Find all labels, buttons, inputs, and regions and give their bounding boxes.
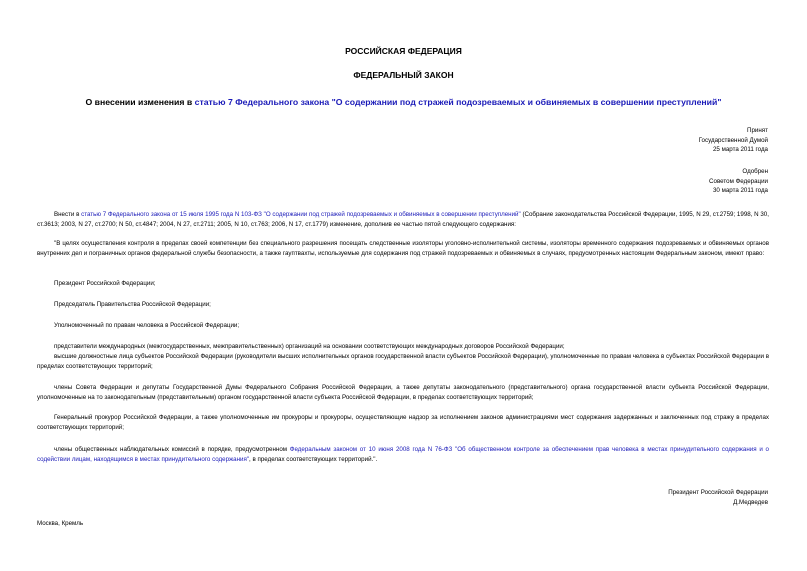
doc-type-heading: ФЕДЕРАЛЬНЫЙ ЗАКОН: [353, 70, 454, 80]
intro-prefix: Внести в: [54, 211, 82, 218]
item-regional-officials: высшие должностные лица субъектов Российской Федерации (руководители высших исполнительных органов государственной власти субъектов Российской Федерации), уполномоченные по правам человека в субъектах Российской Федерации в пределах соответствующих территорий;: [37, 353, 769, 370]
quote-paragraph: "В целях осуществления контроля в пределах своей компетенции без специального разрешения посещать следственные изоляторы уголовно-исполнительной системы, изоляторы временного содержания подозреваемых и обвиняемых органов внутренних дел и пограничных органов федеральной службы безопасности, а также гауптвахты, используемые для содержания под стражей подозреваемых и обвиняемых в случаях, предусмотренных настоящим Федеральным законом, имеют право:: [37, 240, 769, 257]
law-title: [0, 97, 807, 108]
adopted-label: Принят: [747, 127, 768, 134]
signature-block: [668, 488, 768, 507]
item-president: Президент Российской Федерации;: [54, 280, 156, 287]
item-members: члены Совета Федерации и депутаты Государственной Думы Федерального Собрания Российской Федерации, а также депутаты законодательного (представительного) органа государственной власти субъекта Российской Федерации, уполномоченные на то законодательным (представительным) органом государственной власти субъекта Российской Федерации, в пределах соответствующих территорий;: [37, 384, 769, 401]
item-international: представители международных (межгосударственных, межправительственных) организаций на основании соответствующих международных договоров Российской Федерации;: [54, 343, 565, 350]
commission-suffix: , в пределах соответствующих территорий.".: [249, 455, 378, 463]
law-title-prefix: О внесении изменения в: [85, 97, 195, 107]
item-ombudsman: Уполномоченный по правам человека в Российской Федерации;: [54, 322, 240, 329]
signature-position: Президент Российской Федерации: [668, 489, 768, 496]
approved-date: 30 марта 2011 года: [712, 187, 768, 194]
approved-block: [709, 167, 768, 196]
commission-link[interactable]: Федеральным законом от 10 июня 2008 года N 76-ФЗ "Об общественном контроле за обеспечением прав человека в местах принудительного содержания и о содействии лицам, находящимся в местах принудительного содержания": [37, 446, 769, 463]
approved-by: Советом Федерации: [709, 177, 768, 185]
country-heading: РОССИЙСКАЯ ФЕДЕРАЦИЯ: [345, 46, 462, 56]
adopted-block: [699, 126, 768, 155]
intro-link[interactable]: статью 7 Федерального закона от 15 июля 1995 года N 103-ФЗ "О содержании под стражей подозреваемых и обвиняемых в совершении преступлений": [81, 211, 521, 218]
adopted-by: Государственной Думой: [698, 136, 768, 144]
signature-name: Д.Медведев: [733, 498, 768, 506]
adopted-date: 25 марта 2011 года: [712, 146, 768, 153]
law-title-link[interactable]: статью 7 Федерального закона "О содержании под стражей подозреваемых и обвиняемых в совершении преступлений": [194, 97, 722, 107]
intro-paragraph: [37, 210, 769, 229]
item-chairman: Председатель Правительства Российской Федерации;: [54, 301, 211, 308]
intro-suffix: (Собрание законодательства Российской Федерации, 1995, N 29, ст.2759; 1998, N 30, ст.3613; 2003, N 27, ст.2700; N 50, ст.4847; 2004, N 27, ст.2711; 2005, N 10, ст.763; 2006, N 17, ст.1779) изменение, дополнив ее частью пятой следующего содержания:: [37, 211, 769, 228]
approved-label: Одобрен: [742, 168, 768, 175]
commission-prefix: члены общественных наблюдательных комиссий в порядке, предусмотренном: [54, 446, 290, 453]
signing-place: Москва, Кремль: [37, 520, 84, 527]
item-prosecutor: Генеральный прокурор Российской Федерации, а также уполномоченные им прокуроры и прокуроры, осуществляющие надзор за исполнением законов администрациями мест содержания задержанных и заключенных под стражу в пределах соответствующих территорий;: [37, 414, 769, 431]
commission-paragraph: [37, 445, 769, 464]
